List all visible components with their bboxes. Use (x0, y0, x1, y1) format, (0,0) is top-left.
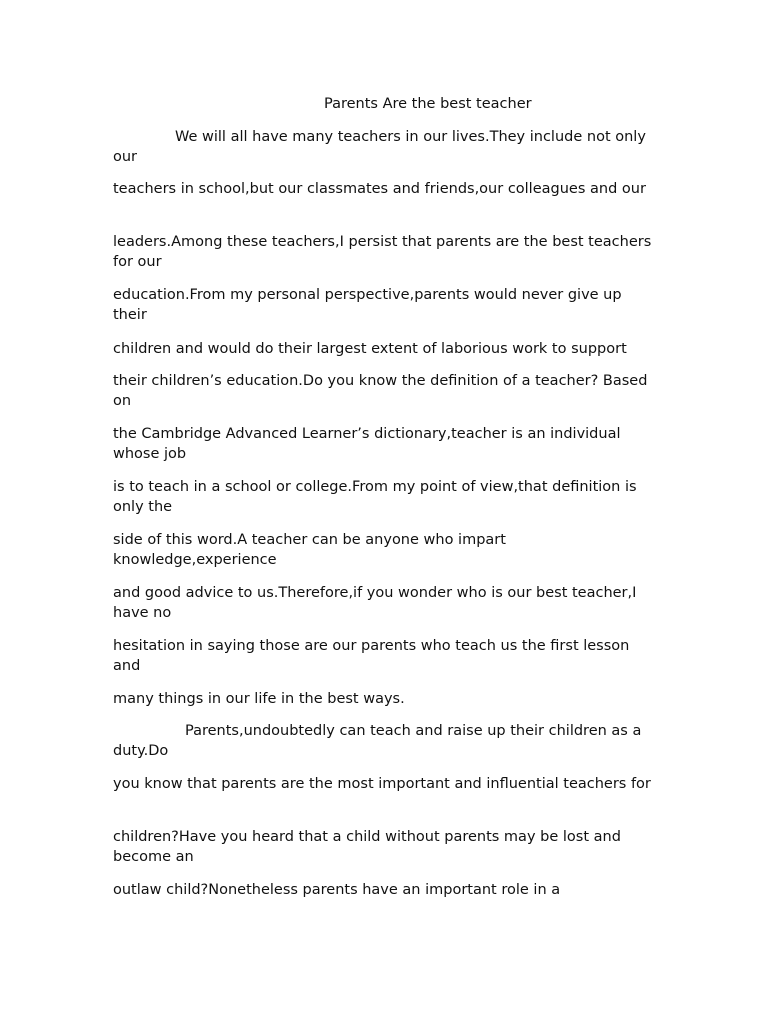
text-line: side of this word.A teacher can be anyone who impart knowledge,experience (113, 532, 506, 568)
text-line: and good advice to us.Therefore,if you wonder who is our best teacher,I have no (113, 585, 637, 621)
text-line: many things in our life in the best ways. (113, 691, 405, 707)
text-line: Parents,undoubtedly can teach and raise up their children as a duty.Do (113, 723, 642, 759)
text-line: is to teach in a school or college.From my point of view,that definition is only the (113, 479, 637, 515)
text-line: you know that parents are the most important and influential teachers for (113, 776, 651, 792)
text-line: children and would do their largest extent of laborious work to support (113, 341, 627, 357)
text-line: leaders.Among these teachers,I persist that parents are the best teachers for our (113, 234, 652, 270)
text-line: teachers in school,but our classmates and friends,our colleagues and our (113, 181, 646, 197)
text-line: We will all have many teachers in our lives.They include not only our (113, 129, 646, 165)
text-line: their children’s education.Do you know the definition of a teacher? Based on (113, 373, 648, 409)
text-line: children?Have you heard that a child without parents may be lost and become an (113, 829, 621, 865)
text-line: hesitation in saying those are our parents who teach us the first lesson and (113, 638, 630, 674)
text-line: education.From my personal perspective,parents would never give up their (113, 287, 622, 323)
document-title: Parents Are the best teacher (324, 96, 532, 112)
text-line: the Cambridge Advanced Learner’s dictionary,teacher is an individual whose job (113, 426, 621, 462)
text-line: outlaw child?Nonetheless parents have an important role in a (113, 882, 561, 898)
